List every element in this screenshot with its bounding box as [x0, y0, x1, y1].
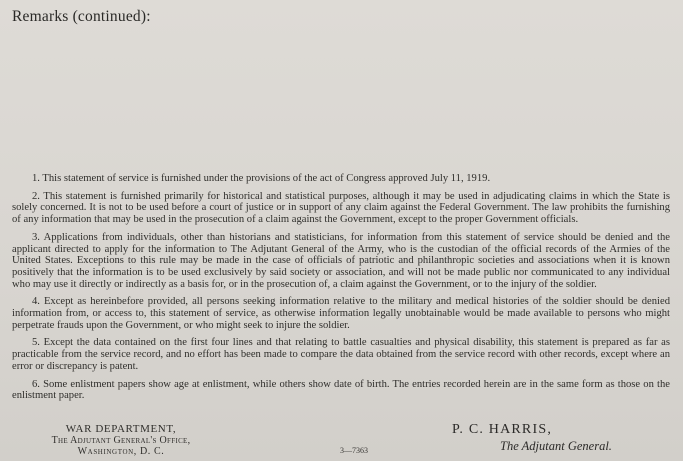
signature-block	[440, 422, 670, 454]
office-location: Washington, D. C.	[77, 446, 165, 457]
note-paragraph-6: 6. Some enlistment papers show age at enlistment, while others show date of birth. The entries recorded herein are in the same form as those on the enlistment paper.	[12, 378, 670, 402]
note-paragraph-5: 5. Except the data contained on the first four lines and that relating to battle casualties and physical disability, this statement is prepared as far as practicable from the service record, and no effort has been made to compare the data obtained from the service record with other records, except where an error or discrepancy is patent.	[12, 337, 670, 372]
remarks-heading: Remarks (continued):	[12, 8, 151, 25]
note-paragraph-2: 2. This statement is furnished primarily for historical and statistical purposes, although it may be used in adjudicating claims in which the State is solely concerned. It is not to be used before a court of justice or in support of any claim against the Federal Government. The law prohibits the furnishing of any information that may be used in the prosecution of a claim against the Government, except to the proper Government officials.	[12, 190, 670, 226]
signer-title: The Adjutant General.	[500, 439, 612, 453]
note-paragraph-3: 3. Applications from individuals, other than historians and statisticians, for information from this statement of service should be denied and the applicant directed to apply for the information to The Adjutant General of the Army, who is the custodian of the official records of the Armies of the United States. Exceptions to this rule may be made in the case of officials of patriotic and philanthropic societies and associations when it is known positively that the information is to be used exclusively by said society or association, and will not be made public nor communicated to any individual who may use it directly or indirectly as a basis for, or in the prosecution of, a claim against the Government, or to the injury of the soldier.	[12, 231, 670, 290]
notes-section	[12, 173, 670, 408]
note-paragraph-1: 1. This statement of service is furnished under the provisions of the act of Congress approved July 11, 1919.	[32, 173, 491, 184]
office-name: The Adjutant General's Office,	[51, 435, 191, 446]
note-paragraph-4: 4. Except as hereinbefore provided, all persons seeking information relative to the military and medical histories of the soldier should be denied information from, or access to, this statement of service, as otherwise information legally unobtainable would be made available to persons who might perpetrate frauds upon the Government, or who might seek to injure the soldier.	[12, 296, 670, 331]
form-number: 3—7363	[340, 446, 368, 455]
department-name: WAR DEPARTMENT,	[65, 423, 177, 435]
issuing-office-block	[16, 424, 226, 457]
signer-name: P. C. HARRIS,	[452, 422, 553, 437]
